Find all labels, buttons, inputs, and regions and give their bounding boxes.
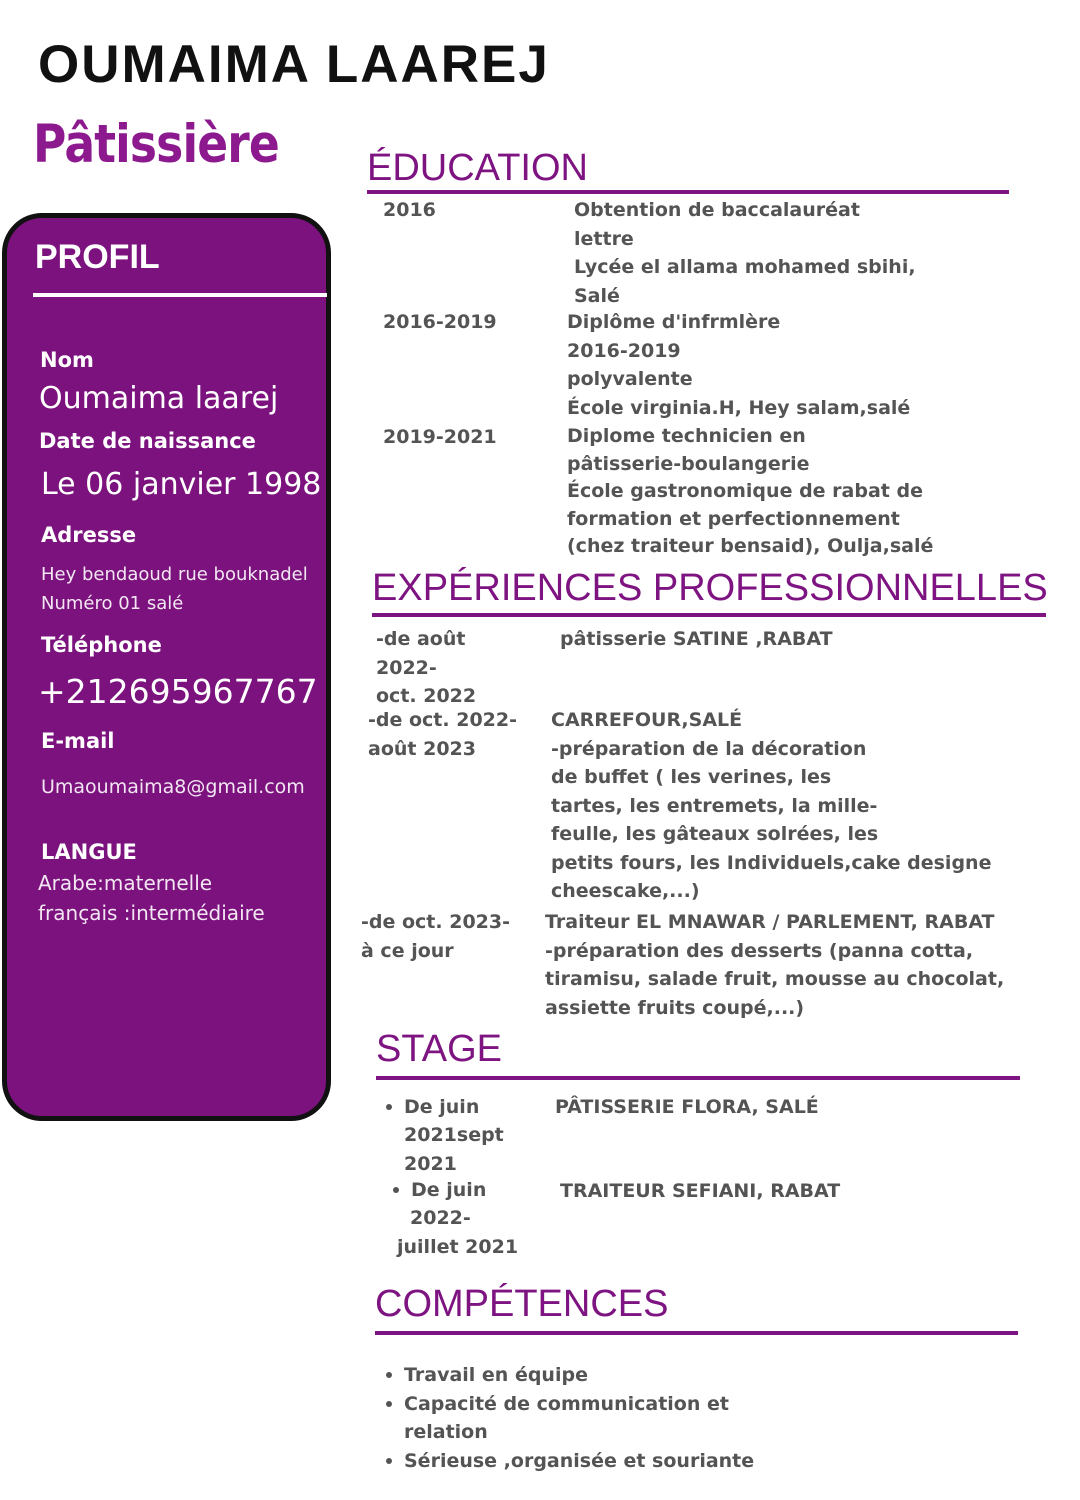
stage-list <box>384 1093 479 1122</box>
education-date: 2016-2019 <box>383 311 497 333</box>
phone-value: +212695967767 <box>38 672 318 711</box>
education-item <box>383 423 497 452</box>
candidate-name: OUMAIMA LAAREJ <box>38 35 550 94</box>
experience-date <box>376 625 476 711</box>
stage-list <box>391 1176 486 1205</box>
experience-line: petits fours, les Individuels,cake designe <box>551 851 992 874</box>
experience-line: assiette fruits coupé,...) <box>545 996 805 1019</box>
address-label: Adresse <box>41 523 137 547</box>
stage-divider <box>376 1076 1020 1080</box>
education-line: École gastronomique de rabat de <box>567 480 923 502</box>
name-value: Oumaima laarej <box>39 381 279 416</box>
education-heading: ÉDUCATION <box>367 147 588 189</box>
experience-line: Traiteur EL MNAWAR / PARLEMENT, RABAT <box>545 911 995 933</box>
experience-date-line: août 2023 <box>368 737 476 760</box>
education-line: polyvalente <box>567 368 693 390</box>
education-line: Salé <box>574 284 620 307</box>
education-line: Lycée el allama mohamed sbihi, <box>574 256 916 278</box>
education-item <box>383 196 436 225</box>
experience-line: CARREFOUR,SALÉ <box>551 709 743 731</box>
experience-line: de buffet ( les verines, les <box>551 766 832 788</box>
education-date: 2019-2021 <box>383 426 497 448</box>
education-line: lettre <box>574 227 634 250</box>
skill-item-line: Capacité de communication et <box>404 1392 729 1415</box>
skills-divider <box>375 1331 1018 1335</box>
language-line-2: français :intermédiaire <box>38 901 265 925</box>
stage-date-line: 2021 <box>404 1152 457 1175</box>
experience-date-line: oct. 2022 <box>376 685 477 707</box>
experience-heading: EXPÉRIENCES PROFESSIONNELLES <box>372 567 1048 609</box>
education-item <box>383 308 497 337</box>
experience-details <box>545 908 1004 1022</box>
experience-line: tartes, les entremets, la mille- <box>551 794 878 817</box>
experience-line: pâtisserie SATINE ,RABAT <box>560 628 833 650</box>
job-title: Pâtissière <box>33 114 279 175</box>
experience-details <box>551 706 991 906</box>
stage-date: De juin <box>384 1093 479 1122</box>
stage-place: TRAITEUR SEFIANI, RABAT <box>560 1180 841 1202</box>
education-line: Diplôme d'infrmlère <box>567 311 781 333</box>
language-label: LANGUE <box>41 840 137 864</box>
experience-date-line: à ce jour <box>361 939 454 962</box>
phone-label: Téléphone <box>41 633 162 657</box>
experience-line: cheescake,...) <box>551 880 700 902</box>
skill-item-line: relation <box>404 1421 488 1443</box>
address-line-1: Hey bendaoud rue bouknadel <box>41 564 308 585</box>
education-line: École virginia.H, Hey salam,salé <box>567 396 911 419</box>
address-line-2: Numéro 01 salé <box>41 593 184 614</box>
email-label: E-mail <box>41 729 115 753</box>
stage-date-line: 2021sept <box>404 1124 504 1146</box>
experience-line: tiramisu, salade fruit, mousse au chocolat, <box>545 968 1005 990</box>
experience-date <box>361 908 510 965</box>
language-line-1: Arabe:maternelle <box>38 871 213 895</box>
education-line: (chez traiteur bensaid), Oulja,salé <box>567 535 934 557</box>
experience-date-line: -de oct. 2022- <box>368 709 517 731</box>
stage-place: PÂTISSERIE FLORA, SALÉ <box>555 1096 819 1118</box>
experience-line: -préparation de la décoration <box>551 737 867 760</box>
education-line: Obtention de baccalauréat <box>574 199 860 221</box>
education-details <box>567 308 910 422</box>
experience-line: -préparation des desserts (panna cotta, <box>545 939 974 962</box>
skills-heading: COMPÉTENCES <box>375 1283 669 1325</box>
experience-line: feulle, les gâteaux solrées, les <box>551 823 879 845</box>
education-details <box>574 196 916 310</box>
profile-divider <box>33 293 327 297</box>
experience-date <box>368 706 517 763</box>
education-divider <box>367 190 1009 194</box>
education-date: 2016 <box>383 199 436 221</box>
skill-item <box>384 1390 754 1447</box>
experience-divider <box>372 613 1046 617</box>
experience-details <box>560 625 833 654</box>
experience-date-line: -de août <box>376 628 466 650</box>
education-line: 2016-2019 <box>567 339 681 362</box>
birthdate-value: Le 06 janvier 1998 <box>41 467 322 502</box>
stage-date: De juin <box>391 1176 486 1205</box>
stage-heading: STAGE <box>376 1028 502 1070</box>
birthdate-label: Date de naissance <box>39 429 256 453</box>
education-line: formation et perfectionnement <box>567 507 900 530</box>
education-details <box>567 423 933 561</box>
stage-date-cont <box>397 1204 518 1261</box>
skills-list <box>384 1361 754 1475</box>
profile-heading: PROFIL <box>35 238 160 276</box>
skill-item: Sérieuse ,organisée et souriante <box>384 1447 754 1476</box>
email-value: Umaoumaima8@gmail.com <box>41 776 305 798</box>
profile-card <box>2 213 331 1121</box>
stage-date-line: juillet 2021 <box>397 1235 519 1258</box>
experience-date-line: -de oct. 2023- <box>361 911 510 933</box>
experience-date-line: 2022- <box>376 656 437 679</box>
name-label: Nom <box>40 348 94 372</box>
skill-item: Travail en équipe <box>384 1361 754 1390</box>
education-line: Diplome technicien en <box>567 425 806 447</box>
stage-date-cont <box>404 1121 504 1178</box>
education-line: pâtisserie-boulangerie <box>567 452 810 475</box>
stage-date-line: 2022- <box>410 1207 471 1229</box>
